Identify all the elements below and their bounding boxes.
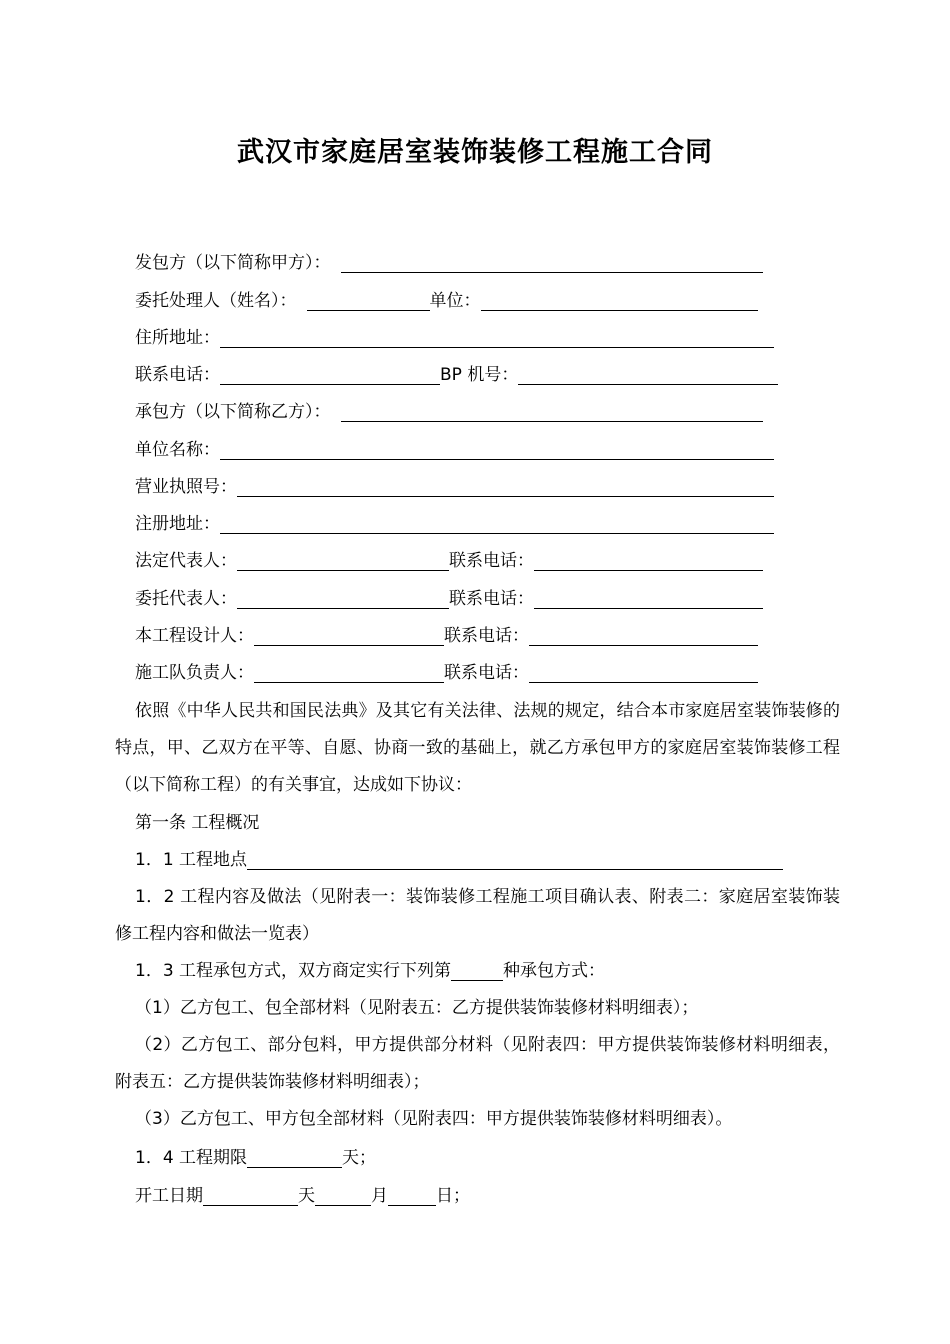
company-label: 单位名称： (135, 440, 220, 460)
license-label: 营业执照号： (135, 477, 237, 497)
clause-1-3-row (135, 956, 605, 986)
entrusted-rep-row (135, 584, 763, 614)
designer-phone-label: 联系电话： (444, 626, 529, 646)
legal-phone-blank[interactable] (534, 548, 763, 571)
phone-blank[interactable] (220, 362, 440, 385)
foreman-phone-label: 联系电话： (444, 663, 529, 683)
designer-label: 本工程设计人： (135, 626, 254, 646)
start-date-end-label: 日； (436, 1186, 470, 1206)
entrusted-phone-blank[interactable] (534, 586, 763, 609)
article-1-heading: 第一条 工程概况 (135, 813, 260, 833)
option-1: （1）乙方包工、包全部材料（见附表五：乙方提供装饰装修材料明细表）； (135, 998, 699, 1018)
reg-address-blank[interactable] (220, 511, 774, 534)
contractor-blank[interactable] (341, 399, 763, 422)
start-day-label: 天 (298, 1186, 315, 1206)
bp-label: BP 机号： (440, 365, 519, 385)
phone-row (135, 360, 778, 390)
legal-rep-label: 法定代表人： (135, 551, 237, 571)
designer-phone-blank[interactable] (529, 623, 758, 646)
option-3: （3）乙方包工、甲方包全部材料（见附表四：甲方提供装饰装修材料明细表）。 (135, 1109, 733, 1129)
designer-blank[interactable] (254, 623, 444, 646)
document-title: 武汉市家庭居室装饰装修工程施工合同 (237, 137, 713, 168)
entrusted-rep-blank[interactable] (237, 586, 449, 609)
duration-blank[interactable] (247, 1145, 342, 1168)
clause-1-3-label: 1．3 工程承包方式，双方商定实行下列第 (135, 961, 452, 981)
designer-row (135, 621, 758, 651)
foreman-row (135, 658, 758, 688)
legal-phone-label: 联系电话： (449, 551, 534, 571)
agent-unit-blank[interactable] (481, 288, 758, 311)
reg-address-row (135, 509, 774, 539)
foreman-phone-blank[interactable] (529, 660, 758, 683)
start-date-label: 开工日期 (135, 1186, 203, 1206)
entrusted-rep-label: 委托代表人： (135, 589, 237, 609)
legal-rep-row (135, 546, 763, 576)
contractor-row (135, 397, 763, 427)
clause-1-4-label: 1．4 工程期限 (135, 1148, 248, 1168)
clause-1-1-label: 1．1 工程地点 (135, 850, 248, 870)
clause-1-4-row (135, 1143, 376, 1173)
option-2: （2）乙方包工、部分包料，甲方提供部分材料（见附表四：甲方提供装饰装修材料明细表，附表五：乙方提供装饰装修材料明细表）； (115, 1035, 840, 1092)
site-location-blank[interactable] (247, 847, 783, 870)
agent-label: 委托处理人（姓名）： (135, 291, 297, 311)
clause-1-4-suffix: 天； (342, 1148, 377, 1168)
client-blank[interactable] (341, 250, 763, 273)
clause-1-3-suffix: 种承包方式： (503, 961, 606, 981)
entrusted-phone-label: 联系电话： (449, 589, 534, 609)
reg-address-label: 注册地址： (135, 514, 220, 534)
license-row (135, 472, 774, 502)
clause-1-2: 1．2 工程内容及做法（见附表一：装饰装修工程施工项目确认表、附表二：家庭居室装饰装修工程内容和做法一览表） (115, 887, 840, 944)
contract-mode-blank[interactable] (451, 958, 503, 981)
contractor-label: 承包方（以下简称乙方）： (135, 402, 331, 422)
start-date-row (135, 1181, 470, 1211)
start-month-label: 月 (371, 1186, 388, 1206)
address-label: 住所地址： (135, 328, 220, 348)
client-row (135, 248, 763, 278)
foreman-blank[interactable] (254, 660, 444, 683)
intro-paragraph: 依照《中华人民共和国民法典》及其它有关法律、法规的规定，结合本市家庭居室装饰装修的特点，甲、乙双方在平等、自愿、协商一致的基础上，就乙方承包甲方的家庭居室装饰装修工程（以下简称工程）的有关事宜，达成如下协议： (115, 701, 840, 795)
start-date-blank[interactable] (388, 1183, 436, 1206)
company-blank[interactable] (220, 437, 774, 460)
agent-row (135, 286, 758, 316)
address-row (135, 323, 774, 353)
agent-blank[interactable] (307, 288, 430, 311)
clause-1-1-row (135, 845, 783, 875)
company-row (135, 435, 774, 465)
agent-unit-label: 单位： (429, 291, 481, 311)
start-month-blank[interactable] (315, 1183, 371, 1206)
address-blank[interactable] (220, 325, 774, 348)
client-label: 发包方（以下简称甲方）： (135, 253, 331, 273)
start-day-blank[interactable] (203, 1183, 298, 1206)
phone-label: 联系电话： (135, 365, 220, 385)
legal-rep-blank[interactable] (237, 548, 449, 571)
foreman-label: 施工队负责人： (135, 663, 254, 683)
license-blank[interactable] (237, 474, 774, 497)
bp-blank[interactable] (518, 362, 778, 385)
